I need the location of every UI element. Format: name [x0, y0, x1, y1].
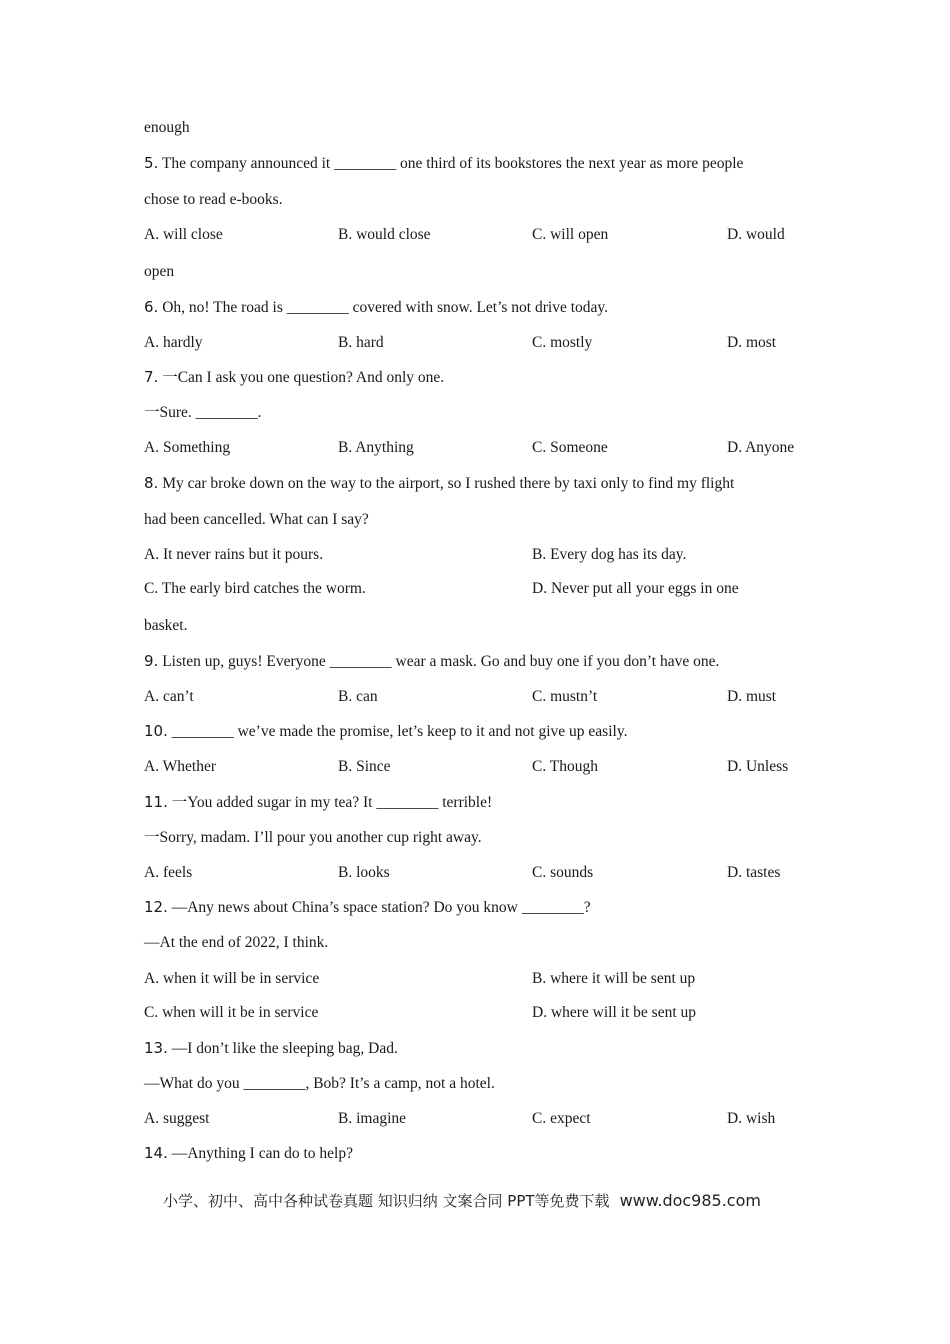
question-13-reply: —What do you ________, Bob? It’s a camp, not a hotel. [144, 1075, 495, 1092]
option-d: D. must [727, 688, 777, 705]
question-7-reply: 一Sure. ________. [144, 404, 262, 421]
option-d: D. Unless [727, 758, 789, 775]
question-text: My car broke down on the way to the airport, so I rushed there by taxi only to find my flight [158, 475, 735, 492]
option-d-wrap: open [144, 263, 175, 280]
option-b: B. where it will be sent up [532, 970, 696, 987]
question-5-continued: chose to read e-books. [144, 191, 283, 208]
option-c: C. expect [532, 1110, 591, 1127]
option-b: B. imagine [338, 1110, 407, 1127]
option-d: D. would [727, 226, 785, 243]
option-d: D. Never put all your eggs in one [532, 580, 739, 597]
question-text: The company announced it ________ one third of its bookstores the next year as more people [158, 155, 744, 172]
option-d: D. wish [727, 1110, 776, 1127]
question-text: —I don’t like the sleeping bag, Dad. [167, 1040, 398, 1057]
question-6 [144, 297, 608, 318]
option-c: C. The early bird catches the worm. [144, 580, 366, 597]
question-number: 12. [144, 898, 168, 916]
question-text: Listen up, guys! Everyone ________ wear a mask. Go and buy one if you don’t have one. [158, 653, 720, 670]
option-b: B. would close [338, 226, 431, 243]
option-b: B. Anything [338, 439, 414, 456]
option-a: A. will close [144, 226, 223, 243]
question-number: 9. [144, 652, 159, 670]
question-12-reply: —At the end of 2022, I think. [144, 934, 329, 951]
option-b: B. Every dog has its day. [532, 546, 687, 563]
option-d-wrap: basket. [144, 617, 188, 634]
option-c: C. sounds [532, 864, 594, 881]
question-number: 5. [144, 154, 159, 172]
question-number: 14. [144, 1144, 168, 1162]
page-footer [163, 1190, 761, 1211]
option-c: C. will open [532, 226, 609, 243]
question-8-continued: had been cancelled. What can I say? [144, 511, 369, 528]
option-a: A. Something [144, 439, 231, 456]
question-number: 11. [144, 793, 168, 811]
option-a: A. can’t [144, 688, 194, 705]
option-c: C. when will it be in service [144, 1004, 319, 1021]
question-text: 一You added sugar in my tea? It ________ terrible! [167, 794, 493, 811]
question-text: Oh, no! The road is ________ covered with snow. Let’s not drive today. [158, 299, 609, 316]
option-b: B. Since [338, 758, 391, 775]
option-b: B. looks [338, 864, 390, 881]
option-d: D. tastes [727, 864, 781, 881]
question-9 [144, 651, 719, 672]
question-number: 8. [144, 474, 159, 492]
option-c: C. Though [532, 758, 599, 775]
question-number: 13. [144, 1039, 168, 1057]
question-10 [144, 721, 627, 742]
option-b: B. can [338, 688, 378, 705]
option-a: A. feels [144, 864, 193, 881]
question-13 [144, 1038, 398, 1059]
option-a: A. It never rains but it pours. [144, 546, 324, 563]
option-b: B. hard [338, 334, 384, 351]
option-a: A. suggest [144, 1110, 210, 1127]
question-text: —Any news about China’s space station? Do you know ________? [167, 899, 591, 916]
option-c: C. Someone [532, 439, 608, 456]
question-11-reply: 一Sorry, madam. I’ll pour you another cup right away. [144, 829, 482, 846]
question-number: 7. [144, 368, 159, 386]
question-14 [144, 1143, 353, 1164]
question-text: —Anything I can do to help? [167, 1145, 353, 1162]
question-number: 10. [144, 722, 168, 740]
question-number: 6. [144, 298, 159, 316]
question-5 [144, 153, 743, 174]
option-d: D. where will it be sent up [532, 1004, 697, 1021]
question-text: ________ we’ve made the promise, let’s keep to it and not give up easily. [167, 723, 628, 740]
prev-question-tail: enough [144, 119, 190, 136]
footer-text: 小学、初中、高中各种试卷真题 知识归纳 文案合同 PPT等免费下载 [163, 1192, 610, 1210]
footer-url[interactable]: www.doc985.com [619, 1191, 761, 1210]
question-text: 一Can I ask you one question? And only one. [158, 369, 445, 386]
question-7 [144, 367, 444, 388]
question-8 [144, 473, 734, 494]
option-c: C. mostly [532, 334, 593, 351]
question-11 [144, 792, 492, 813]
option-d: D. Anyone [727, 439, 795, 456]
option-c: C. mustn’t [532, 688, 598, 705]
option-a: A. when it will be in service [144, 970, 320, 987]
option-a: A. Whether [144, 758, 217, 775]
option-a: A. hardly [144, 334, 203, 351]
question-12 [144, 897, 591, 918]
option-d: D. most [727, 334, 777, 351]
